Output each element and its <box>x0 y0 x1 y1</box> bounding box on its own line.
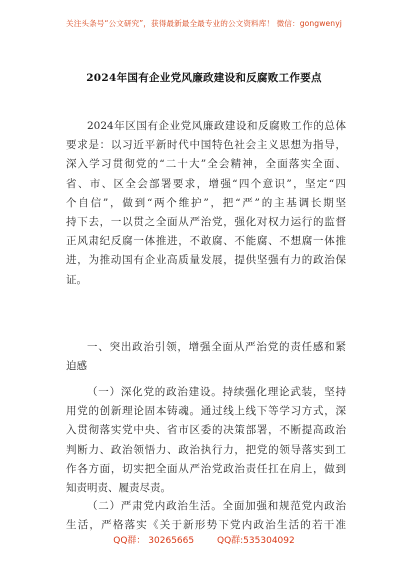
section-heading-1 <box>66 338 346 376</box>
text-line: （二）严肃党内政治生活。全面加强和规范党内政治 <box>87 500 346 512</box>
text-line: 持下去，一以贯之全面从严治党，强化对权力运行的监督 <box>66 215 346 228</box>
text-line: 入贯彻落实党中央、省市区委的决策部署，不断提高政治 <box>66 424 346 437</box>
text-line: 判断力、政治领悟力、政治执行力，把党的领导落实到工 <box>66 443 346 456</box>
text-line: 生活，严格落实《关于新形势下党内政治生活的若干准 <box>66 519 346 532</box>
text-line: 用党的创新理论固本铸魂。通过线上线下等学习方式，深 <box>66 405 346 418</box>
text-line: 正风肃纪反腐一体推进，不敢腐、不能腐、不想腐一体推 <box>66 235 346 248</box>
text-line: 深入学习贯彻党的“二十大”全会精神，全面落实全面、 <box>66 158 346 171</box>
text-line: 迫感 <box>66 360 87 373</box>
text-line: 一、突出政治引领，增强全面从严治党的责任感和紧 <box>87 341 346 353</box>
text-line: 证。 <box>66 273 87 286</box>
document-title: 2024年国有企业党风廉政建设和反腐败工作要点 <box>86 72 322 84</box>
footer-qq-groups <box>0 533 408 546</box>
text-line: 要求是：以习近平新时代中国特色社会主义思想为指导， <box>66 139 346 152</box>
paragraph-intro <box>66 117 346 290</box>
text-line: 个自信”，做到“两个维护”，把“严”的主基调长期坚 <box>66 196 346 209</box>
qq-group-2: QQ群:535304092 <box>216 536 295 546</box>
text-line: 省、市、区全会部署要求，增强“四个意识”，坚定“四 <box>66 177 346 190</box>
text-line: 2024年区国有企业党风廉政建设和反腐败工作的总体 <box>87 120 346 132</box>
text-line: （一）深化党的政治建设。持续强化理论武装，坚持 <box>87 386 346 398</box>
qq-group-1: QQ群： 30265665 <box>113 536 195 546</box>
paragraph-political-building <box>66 383 346 498</box>
text-line: 进，为推动国有企业高质量发展，提供坚强有力的政治保 <box>66 254 346 267</box>
header-promo-note: 关注头条号“公文研究”，获得最新最全最专业的公文资料库！ 微信：gongwenyj <box>66 19 342 28</box>
text-line: 作各方面，切实把全面从严治党政治责任扛在肩上，做到 <box>66 462 346 475</box>
paragraph-party-life <box>66 497 346 535</box>
text-line: 知责明责、履责尽责。 <box>66 481 171 494</box>
